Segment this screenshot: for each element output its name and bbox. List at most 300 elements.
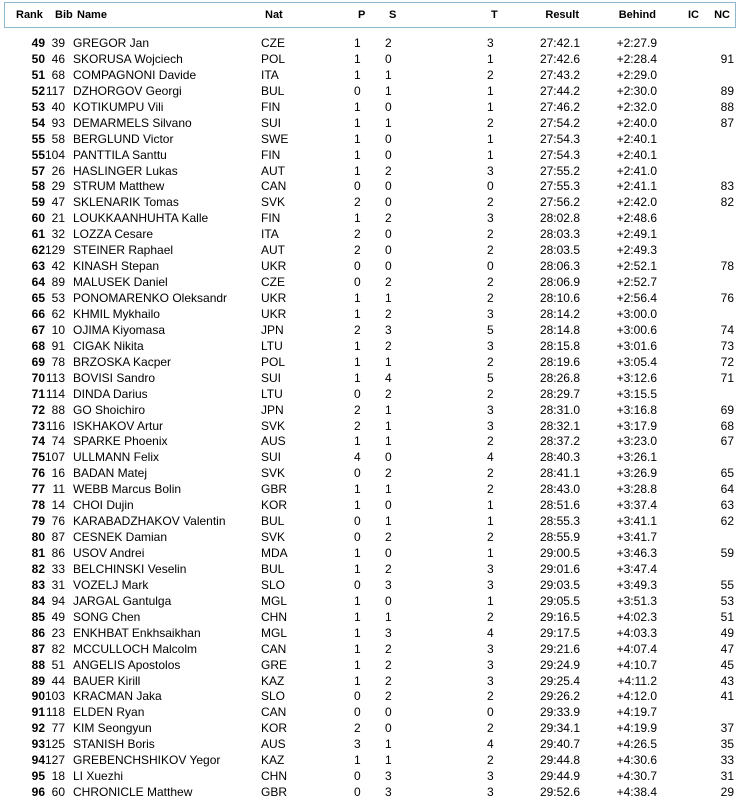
cell-total: 5 [487,370,494,385]
cell-standing: 2 [385,211,392,226]
cell-standing: 0 [385,179,392,194]
cell-rank: 59 [31,195,45,210]
cell-prone: 2 [354,322,361,337]
cell-nat: MGL [261,593,288,608]
cell-nat: BUL [261,561,285,576]
results-table-body [0,36,740,801]
table-row [0,530,740,546]
cell-nat: SUI [261,115,282,130]
cell-bib: 127 [44,753,65,768]
cell-nat: UKR [261,259,287,274]
table-row [0,339,740,355]
cell-total: 3 [487,306,494,321]
cell-behind: +3:49.3 [616,577,657,592]
cell-prone: 1 [354,482,361,497]
cell-prone: 4 [354,450,361,465]
cell-result: 28:03.3 [539,227,580,242]
cell-name: GREBENCHSHIKOV Yegor [73,753,221,768]
cell-prone: 1 [354,211,361,226]
cell-standing: 0 [385,721,392,736]
table-row [0,371,740,387]
cell-standing: 2 [385,275,392,290]
cell-bib: 89 [51,275,65,290]
cell-behind: +4:12.0 [616,689,657,704]
cell-rank: 49 [31,36,45,50]
cell-standing: 2 [385,530,392,545]
cell-prone: 1 [354,131,361,146]
cell-prone: 2 [354,195,361,210]
cell-rank: 67 [31,322,45,337]
table-row [0,658,740,674]
table-row [0,84,740,100]
cell-rank: 69 [31,354,45,369]
cell-result: 29:17.5 [539,625,580,640]
cell-rank: 83 [31,577,45,592]
table-row [0,737,740,753]
cell-behind: +3:41.1 [616,514,657,529]
cell-bib: 117 [45,83,65,98]
cell-nc: 72 [720,354,734,369]
cell-name: CHOI Dujin [73,498,134,513]
cell-standing: 3 [385,322,392,337]
cell-standing: 2 [385,673,392,688]
cell-name: STRUM Matthew [73,179,165,194]
cell-behind: +2:30.0 [616,83,657,98]
cell-nc: 76 [720,291,734,305]
cell-bib: 125 [44,737,65,752]
cell-prone: 1 [354,306,361,321]
table-row [0,689,740,705]
cell-total: 2 [487,67,494,82]
cell-total: 3 [487,402,494,417]
cell-prone: 2 [354,243,361,258]
cell-bib: 16 [51,466,65,481]
cell-standing: 1 [385,434,392,449]
cell-nc: 49 [720,625,734,640]
cell-result: 28:15.8 [539,338,580,353]
cell-standing: 2 [385,386,392,401]
cell-bib: 53 [51,291,65,305]
cell-nc: 89 [720,83,734,98]
cell-result: 28:41.1 [539,466,580,481]
cell-bib: 82 [51,641,65,656]
cell-nat: FIN [261,99,281,114]
cell-prone: 0 [354,179,361,194]
cell-total: 3 [487,211,494,226]
cell-result: 28:02.8 [539,211,580,226]
table-row [0,578,740,594]
cell-total: 2 [487,243,494,258]
cell-total: 1 [487,147,494,162]
cell-nat: JPN [261,402,284,417]
cell-nc: 65 [720,466,734,481]
cell-bib: 93 [51,115,65,130]
cell-behind: +3:26.1 [616,450,657,465]
cell-result: 27:55.3 [539,179,580,194]
cell-standing: 1 [385,418,392,433]
cell-rank: 60 [31,211,45,226]
cell-prone: 1 [354,163,361,178]
cell-total: 2 [487,434,494,449]
table-row [0,68,740,84]
cell-nat: GRE [261,657,288,672]
table-row [0,132,740,148]
cell-behind: +2:41.1 [616,179,657,194]
cell-total: 1 [487,498,494,513]
cell-behind: +3:26.9 [616,466,657,481]
cell-prone: 1 [354,625,361,640]
cell-standing: 0 [385,243,392,258]
table-row [0,705,740,721]
cell-behind: +3:00.6 [616,322,657,337]
cell-rank: 62 [31,243,45,258]
cell-behind: +2:42.0 [616,195,657,210]
cell-total: 2 [487,466,494,481]
cell-total: 2 [487,115,494,130]
cell-result: 29:05.5 [539,593,580,608]
cell-bib: 74 [51,434,65,449]
cell-name: WEBB Marcus Bolin [73,482,182,497]
cell-bib: 87 [51,530,65,545]
cell-result: 28:40.3 [539,450,580,465]
cell-standing: 4 [385,370,392,385]
cell-nat: AUT [261,243,285,258]
cell-total: 2 [487,291,494,305]
cell-nc: 82 [720,195,734,210]
cell-behind: +3:17.9 [616,418,657,433]
cell-total: 4 [487,625,494,640]
cell-bib: 42 [51,259,65,274]
cell-result: 27:54.2 [539,115,580,130]
cell-total: 2 [487,482,494,497]
cell-standing: 0 [385,51,392,66]
cell-standing: 2 [385,306,392,321]
cell-nat: AUS [261,434,286,449]
cell-prone: 1 [354,115,361,130]
cell-standing: 1 [385,482,392,497]
cell-standing: 0 [385,498,392,513]
cell-bib: 10 [51,322,65,337]
cell-rank: 51 [31,67,45,82]
cell-nat: MGL [261,625,288,640]
cell-prone: 2 [354,418,361,433]
cell-rank: 71 [31,386,45,401]
cell-name: LOZZA Cesare [73,227,154,242]
cell-prone: 1 [354,147,361,162]
cell-total: 3 [487,163,494,178]
cell-total: 3 [487,418,494,433]
table-row [0,514,740,530]
cell-nat: CHN [261,609,287,624]
cell-result: 28:06.3 [539,259,580,274]
cell-bib: 18 [51,769,65,784]
header-result: Result [545,9,579,21]
cell-nat: ITA [261,227,279,242]
cell-behind: +2:27.9 [616,36,657,50]
cell-bib: 118 [45,705,65,720]
cell-result: 28:03.5 [539,243,580,258]
cell-standing: 1 [385,354,392,369]
cell-prone: 0 [354,577,361,592]
cell-behind: +3:47.4 [616,561,657,576]
cell-standing: 0 [385,259,392,274]
cell-total: 2 [487,530,494,545]
cell-behind: +2:49.1 [616,227,657,242]
cell-bib: 39 [51,36,65,50]
cell-prone: 0 [354,530,361,545]
cell-name: USOV Andrei [73,546,145,560]
cell-rank: 55 [31,131,45,146]
cell-nc: 29 [720,785,734,800]
cell-behind: +3:16.8 [616,402,657,417]
cell-prone: 0 [354,689,361,704]
cell-bib: 14 [51,498,65,513]
cell-behind: +2:52.7 [616,275,657,290]
cell-nat: GBR [261,482,288,497]
table-row [0,642,740,658]
cell-name: BELCHINSKI Veselin [73,561,187,576]
cell-result: 28:10.6 [539,291,580,305]
cell-standing: 2 [385,466,392,481]
cell-nc: 87 [720,115,734,130]
cell-name: LI Xuezhi [73,769,124,784]
cell-name: HASLINGER Lukas [73,163,178,178]
cell-prone: 0 [354,705,361,720]
cell-nat: FIN [261,147,281,162]
cell-name: KINASH Stepan [73,259,160,274]
cell-nc: 47 [720,641,734,656]
cell-standing: 0 [385,147,392,162]
cell-rank: 85 [31,609,45,624]
cell-nat: BUL [261,514,285,529]
cell-standing: 0 [385,546,392,560]
table-row [0,482,740,498]
header-ic: IC [688,9,699,21]
cell-nc: 67 [720,434,734,449]
cell-rank: 66 [31,306,45,321]
cell-rank: 68 [31,338,45,353]
cell-nat: SVK [261,195,286,210]
cell-behind: +4:07.4 [616,641,657,656]
cell-result: 28:55.3 [539,514,580,529]
cell-rank: 74 [31,434,45,449]
cell-result: 29:44.9 [539,769,580,784]
table-row [0,307,740,323]
cell-behind: +4:38.4 [616,785,657,800]
cell-nc: 62 [720,514,734,529]
cell-name: GO Shoichiro [73,402,146,417]
cell-behind: +2:56.4 [616,291,657,305]
cell-prone: 1 [354,657,361,672]
cell-result: 29:24.9 [539,657,580,672]
cell-bib: 40 [51,99,65,114]
cell-prone: 1 [354,51,361,66]
cell-result: 28:06.9 [539,275,580,290]
cell-name: STANISH Boris [73,737,155,752]
cell-standing: 2 [385,163,392,178]
cell-rank: 96 [31,785,45,800]
cell-rank: 81 [31,546,45,560]
table-row [0,52,740,68]
cell-behind: +3:01.6 [616,338,657,353]
cell-rank: 92 [31,721,45,736]
cell-behind: +3:41.7 [616,530,657,545]
cell-behind: +3:12.6 [616,370,657,385]
cell-total: 2 [487,386,494,401]
cell-behind: +3:46.3 [616,546,657,560]
cell-total: 3 [487,657,494,672]
cell-bib: 60 [51,785,65,800]
cell-total: 2 [487,227,494,242]
header-bib: Bib [55,9,73,21]
cell-behind: +2:28.4 [616,51,657,66]
table-row [0,785,740,801]
cell-name: KARABADZHAKOV Valentin [73,514,226,529]
cell-name: ANGELIS Apostolos [73,657,181,672]
cell-prone: 1 [354,673,361,688]
cell-nat: KAZ [261,753,285,768]
cell-bib: 104 [44,147,65,162]
cell-prone: 1 [354,753,361,768]
cell-total: 3 [487,641,494,656]
cell-name: MALUSEK Daniel [73,275,168,290]
cell-nat: SUI [261,450,282,465]
cell-standing: 0 [385,593,392,608]
cell-name: BAUER Kirill [73,673,141,688]
cell-rank: 73 [31,418,45,433]
table-row [0,546,740,562]
cell-prone: 0 [354,466,361,481]
cell-nc: 69 [720,402,734,417]
cell-result: 29:44.8 [539,753,580,768]
cell-standing: 1 [385,83,392,98]
cell-bib: 114 [45,386,65,401]
header-rank: Rank [16,9,43,21]
cell-standing: 2 [385,641,392,656]
cell-prone: 0 [354,275,361,290]
cell-prone: 2 [354,227,361,242]
cell-bib: 46 [51,51,65,66]
cell-standing: 3 [385,769,392,784]
cell-standing: 3 [385,625,392,640]
cell-name: CESNEK Damian [73,530,168,545]
cell-nc: 37 [720,721,734,736]
cell-bib: 44 [51,673,65,688]
cell-rank: 89 [31,673,45,688]
cell-bib: 26 [51,163,65,178]
cell-name: BERGLUND Victor [73,131,174,146]
cell-result: 28:31.0 [539,402,580,417]
cell-behind: +3:05.4 [616,354,657,369]
cell-behind: +2:32.0 [616,99,657,114]
cell-rank: 79 [31,514,45,529]
cell-bib: 103 [44,689,65,704]
cell-prone: 1 [354,99,361,114]
cell-behind: +2:48.6 [616,211,657,226]
cell-standing: 2 [385,338,392,353]
cell-behind: +3:37.4 [616,498,657,513]
table-row [0,100,740,116]
cell-rank: 95 [31,769,45,784]
cell-behind: +2:40.1 [616,131,657,146]
cell-total: 3 [487,338,494,353]
cell-bib: 77 [51,721,65,736]
cell-total: 4 [487,737,494,752]
header-behind: Behind [618,9,656,21]
cell-nc: 88 [720,99,734,114]
table-row [0,243,740,259]
cell-standing: 1 [385,609,392,624]
cell-standing: 1 [385,115,392,130]
cell-nat: CHN [261,769,287,784]
cell-result: 27:44.2 [539,83,580,98]
cell-result: 29:01.6 [539,561,580,576]
cell-behind: +2:40.1 [616,147,657,162]
cell-rank: 64 [31,275,45,290]
cell-total: 3 [487,561,494,576]
cell-rank: 90 [31,689,45,704]
cell-rank: 78 [31,498,45,513]
cell-name: SONG Chen [73,609,141,624]
cell-bib: 11 [52,482,65,497]
cell-result: 28:55.9 [539,530,580,545]
cell-bib: 78 [51,354,65,369]
cell-name: VOZELJ Mark [73,577,149,592]
cell-total: 4 [487,450,494,465]
cell-rank: 57 [31,163,45,178]
cell-standing: 2 [385,36,392,50]
cell-rank: 91 [31,705,45,720]
cell-total: 2 [487,753,494,768]
cell-standing: 1 [385,737,392,752]
cell-nc: 59 [720,546,734,560]
cell-nat: LTU [261,338,283,353]
cell-prone: 1 [354,609,361,624]
table-row [0,164,740,180]
cell-name: CIGAK Nikita [73,338,144,353]
cell-total: 1 [487,51,494,66]
cell-nat: CAN [261,641,287,656]
cell-nat: CAN [261,705,287,720]
cell-result: 29:21.6 [539,641,580,656]
table-row [0,721,740,737]
cell-bib: 32 [51,227,65,242]
cell-rank: 65 [31,291,45,305]
cell-rank: 70 [31,370,45,385]
cell-name: OJIMA Kiyomasa [73,322,166,337]
cell-nc: 64 [720,482,734,497]
cell-total: 3 [487,769,494,784]
cell-total: 3 [487,785,494,800]
cell-prone: 2 [354,721,361,736]
cell-prone: 1 [354,546,361,560]
cell-nat: SWE [261,131,289,146]
cell-nc: 78 [720,259,734,274]
cell-total: 0 [487,259,494,274]
cell-bib: 107 [44,450,65,465]
cell-name: DZHORGOV Georgi [73,83,182,98]
cell-standing: 0 [385,131,392,146]
cell-rank: 52 [31,83,45,98]
cell-name: COMPAGNONI Davide [73,67,197,82]
cell-total: 5 [487,322,494,337]
cell-nc: 45 [720,657,734,672]
header-name: Name [77,9,107,21]
cell-nat: SVK [261,466,286,481]
cell-nat: POL [261,354,286,369]
cell-nat: FIN [261,211,281,226]
cell-behind: +2:49.3 [616,243,657,258]
